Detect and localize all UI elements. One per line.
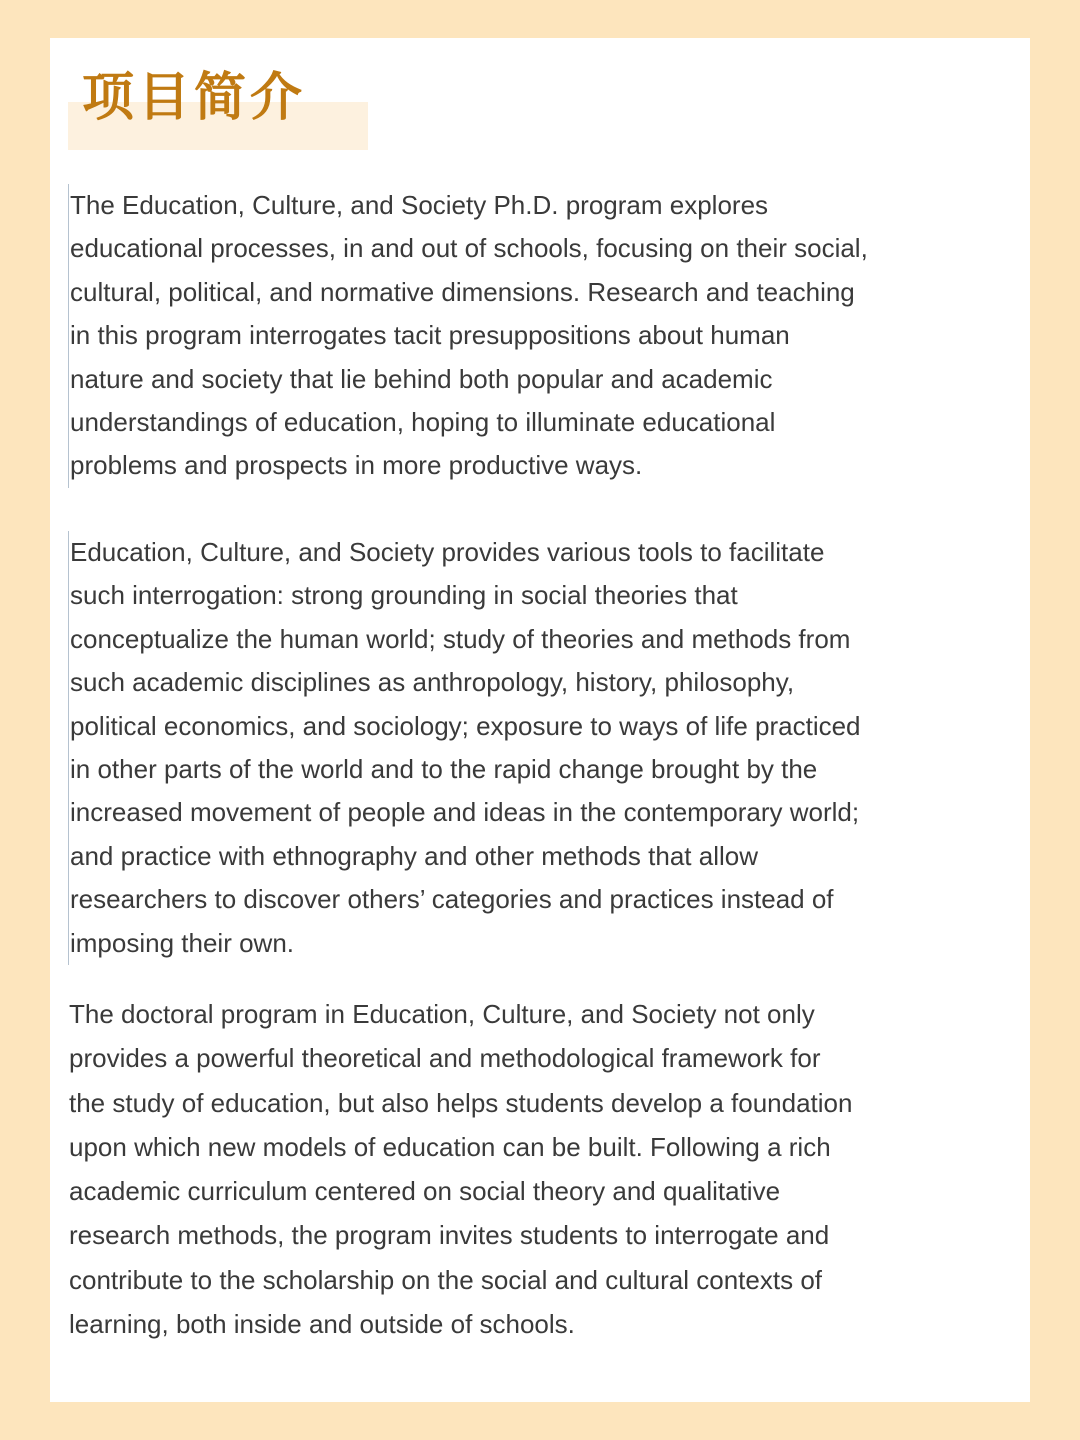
paragraph-line: contribute to the scholarship on the social and cultural contexts of	[69, 1264, 822, 1295]
paragraph-line: imposing their own.	[70, 927, 294, 958]
paragraph-2	[68, 531, 948, 965]
paragraph-line: and practice with ethnography and other methods that allow	[70, 840, 758, 871]
paragraph-line: the study of education, but also helps students develop a foundation	[69, 1087, 853, 1118]
paragraph-line: educational processes, in and out of schools, focusing on their social,	[70, 233, 868, 264]
paragraph-3	[68, 992, 968, 1346]
paragraph-line: in this program interrogates tacit presuppositions about human	[70, 320, 790, 351]
paragraph-line: such interrogation: strong grounding in social theories that	[70, 580, 738, 611]
paragraph-line: learning, both inside and outside of schools.	[69, 1309, 575, 1340]
paragraph-line: researchers to discover others’ categories and practices instead of	[70, 884, 834, 915]
paragraph-1	[68, 184, 948, 488]
paragraph-line: upon which new models of education can be built. Following a rich	[69, 1131, 831, 1162]
paragraph-line: nature and society that lie behind both popular and academic	[70, 363, 773, 394]
paragraph-line: cultural, political, and normative dimensions. Research and teaching	[70, 276, 855, 307]
paragraph-line: conceptualize the human world; study of theories and methods from	[70, 623, 851, 654]
paragraph-line: in other parts of the world and to the rapid change brought by the	[70, 754, 818, 785]
paragraph-line: political economics, and sociology; exposure to ways of life practiced	[70, 710, 861, 741]
content-card	[50, 38, 1030, 1402]
paragraph-line: research methods, the program invites students to interrogate and	[69, 1220, 830, 1251]
page-title: 项目简介	[82, 68, 307, 128]
paragraph-line: The Education, Culture, and Society Ph.D. program explores	[70, 190, 769, 220]
paragraph-line: understandings of education, hoping to illuminate educational	[70, 407, 776, 438]
paragraph-line: Education, Culture, and Society provides various tools to facilitate	[70, 537, 825, 567]
paragraph-line: increased movement of people and ideas in the contemporary world;	[70, 797, 860, 828]
paragraph-line: The doctoral program in Education, Culture, and Society not only	[69, 999, 815, 1029]
paragraph-line: such academic disciplines as anthropology, history, philosophy,	[70, 667, 795, 698]
paragraph-line: provides a powerful theoretical and methodological framework for	[69, 1043, 821, 1074]
paragraph-line: problems and prospects in more productive ways.	[70, 450, 643, 481]
paragraph-line: academic curriculum centered on social theory and qualitative	[69, 1176, 781, 1207]
